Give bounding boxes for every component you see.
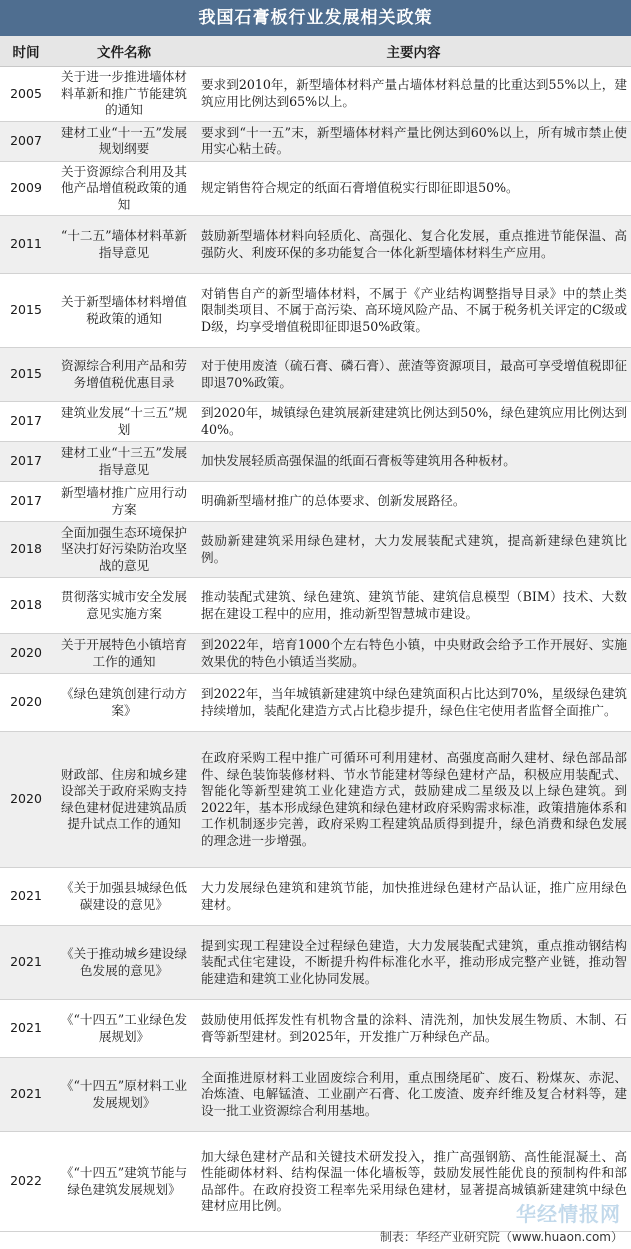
row-document-name: 《关于推动城乡建设绿色发展的意见》 (52, 926, 196, 1000)
row-document-name: 关于新型墙体材料增值税政策的通知 (52, 274, 196, 348)
row-year: 2021 (0, 926, 52, 1000)
row-document-name: “十二五”墙体材料革新指导意见 (52, 216, 196, 274)
header-year: 时间 (0, 36, 52, 67)
table-row (0, 868, 631, 926)
table-row (0, 121, 631, 161)
row-document-name: 《“十四五”工业绿色发展规划》 (52, 1000, 196, 1058)
row-year: 2018 (0, 522, 52, 578)
row-content: 全面推进原材料工业固废综合利用，重点围绕尾矿、废石、粉煤灰、赤泥、冶炼渣、电解锰渣、工业副产石膏、化工废渣、废弃纤维及复合材料等，建设一批工业资源综合利用基地。 (196, 1058, 631, 1132)
source-footer: 制表：华经产业研究院（www.huaon.com） (379, 1230, 623, 1244)
row-year: 2015 (0, 274, 52, 348)
header-row (0, 36, 631, 67)
row-document-name: 《“十四五”建筑节能与绿色建筑发展规划》 (52, 1132, 196, 1232)
row-content: 推动装配式建筑、绿色建筑、建筑节能、建筑信息模型（BIM）技术、大数据在建设工程中的应用，推动新型智慧城市建设。 (196, 578, 631, 634)
row-year: 2022 (0, 1132, 52, 1232)
table-row (0, 926, 631, 1000)
row-year: 2020 (0, 674, 52, 732)
table-row (0, 674, 631, 732)
row-year: 2018 (0, 578, 52, 634)
row-content: 到2020年，城镇绿色建筑展新建建筑比例达到50%，绿色建筑应用比例达到40%。 (196, 402, 631, 442)
row-document-name: 《“十四五”原材料工业发展规划》 (52, 1058, 196, 1132)
row-document-name: 建筑业发展“十三五”规划 (52, 402, 196, 442)
row-content: 到2022年，培育1000个左右特色小镇，中央财政会给予工作开展好、实施效果优的特色小镇适当奖励。 (196, 634, 631, 674)
row-year: 2009 (0, 161, 52, 216)
table-row (0, 442, 631, 482)
row-year: 2017 (0, 442, 52, 482)
table-row (0, 732, 631, 868)
table-title: 我国石膏板行业发展相关政策 (0, 0, 631, 36)
row-content: 鼓励新建建筑采用绿色建材，大力发展装配式建筑，提高新建绿色建筑比例。 (196, 522, 631, 578)
header-content: 主要内容 (196, 36, 631, 67)
row-content: 对于使用废渣（硫石膏、磷石膏）、蔗渣等资源项目，最高可享受增值税即征即退70%政策。 (196, 348, 631, 402)
row-year: 2007 (0, 121, 52, 161)
row-year: 2021 (0, 1058, 52, 1132)
header-name: 文件名称 (52, 36, 196, 67)
row-content: 加大绿色建材产品和关键技术研发投入，推广高强钢筋、高性能混凝土、高性能砌体材料、结构保温一体化墙板等，鼓励发展性能优良的预制构件和部品部件。在政府投资工程率先采用绿色建材，显著提高城镇新建建筑中绿色建材应用比例。 (196, 1132, 631, 1232)
table-row (0, 67, 631, 122)
row-year: 2017 (0, 402, 52, 442)
row-document-name: 关于进一步推进墙体材料革新和推广节能建筑的通知 (52, 67, 196, 122)
row-year: 2017 (0, 482, 52, 522)
row-content: 在政府采购工程中推广可循环可利用建材、高强度高耐久建材、绿色部品部件、绿色装饰装修材料、节水节能建材等绿色建材产品，积极应用装配式、智能化等新型建筑工业化建造方式，鼓励建成二星级及以上绿色建筑。到2022年，基本形成绿色建筑和绿色建材政府采购需求标准，政策措施体系和工作机制逐步完善，政府采购工程建筑品质得到提升，绿色消费和绿色发展的理念进一步增强。 (196, 732, 631, 868)
watermark: 华经情报网 (516, 1202, 621, 1226)
row-document-name: 建材工业“十三五”发展指导意见 (52, 442, 196, 482)
row-document-name: 资源综合利用产品和劳务增值税优惠目录 (52, 348, 196, 402)
row-content: 鼓励使用低挥发性有机物含量的涂料、清洗剂，加快发展生物质、木制、石膏等新型建材。到2025年，开发推广万种绿色产品。 (196, 1000, 631, 1058)
row-content: 鼓励新型墙体材料向轻质化、高强化、复合化发展，重点推进节能保温、高强防火、利废环保的多功能复合一体化新型墙体材料生产应用。 (196, 216, 631, 274)
table-row (0, 578, 631, 634)
row-content: 加快发展轻质高强保温的纸面石膏板等建筑用各种板材。 (196, 442, 631, 482)
row-year: 2021 (0, 1000, 52, 1058)
table-row (0, 1058, 631, 1132)
table-row (0, 402, 631, 442)
row-year: 2005 (0, 67, 52, 122)
row-document-name: 关于开展特色小镇培育工作的通知 (52, 634, 196, 674)
row-content: 规定销售符合规定的纸面石膏增值税实行即征即退50%。 (196, 161, 631, 216)
row-content: 要求到“十一五”末，新型墙体材料产量比例达到60%以上，所有城市禁止使用实心粘土砖。 (196, 121, 631, 161)
table-row (0, 522, 631, 578)
table-row (0, 274, 631, 348)
policy-table (0, 36, 631, 1232)
row-document-name: 《绿色建筑创建行动方案》 (52, 674, 196, 732)
table-row (0, 216, 631, 274)
table-row (0, 482, 631, 522)
table-row (0, 634, 631, 674)
row-year: 2015 (0, 348, 52, 402)
row-year: 2020 (0, 732, 52, 868)
row-content: 大力发展绿色建筑和建筑节能，加快推进绿色建材产品认证，推广应用绿色建材。 (196, 868, 631, 926)
row-document-name: 贯彻落实城市安全发展意见实施方案 (52, 578, 196, 634)
row-document-name: 全面加强生态环境保护坚决打好污染防治攻坚战的意见 (52, 522, 196, 578)
row-content: 要求到2010年，新型墙体材料产量占墙体材料总量的比重达到55%以上，建筑应用比例达到65%以上。 (196, 67, 631, 122)
row-content: 明确新型墙材推广的总体要求、创新发展路径。 (196, 482, 631, 522)
row-document-name: 《关于加强县城绿色低碳建设的意见》 (52, 868, 196, 926)
row-document-name: 关于资源综合利用及其他产品增值税政策的通知 (52, 161, 196, 216)
row-document-name: 新型墙材推广应用行动方案 (52, 482, 196, 522)
table-row (0, 161, 631, 216)
row-document-name: 财政部、住房和城乡建设部关于政府采购支持绿色建材促进建筑品质提升试点工作的通知 (52, 732, 196, 868)
row-document-name: 建材工业“十一五”发展规划纲要 (52, 121, 196, 161)
table-row (0, 348, 631, 402)
row-content: 对销售自产的新型墙体材料，不属于《产业结构调整指导目录》中的禁止类限制类项目、不属于高污染、高环境风险产品、不属于税务机关评定的C级或D级，均享受增值税即征即退50%政策。 (196, 274, 631, 348)
row-year: 2011 (0, 216, 52, 274)
row-content: 提到实现工程建设全过程绿色建造，大力发展装配式建筑，重点推动钢结构装配式住宅建设，不断提升构件标准化水平，推动形成完整产业链，推动智能建造和建筑工业化协同发展。 (196, 926, 631, 1000)
row-year: 2020 (0, 634, 52, 674)
row-content: 到2022年，当年城镇新建建筑中绿色建筑面积占比达到70%，星级绿色建筑持续增加，装配化建造方式占比稳步提升，绿色住宅使用者监督全面推广。 (196, 674, 631, 732)
row-year: 2021 (0, 868, 52, 926)
table-row (0, 1000, 631, 1058)
